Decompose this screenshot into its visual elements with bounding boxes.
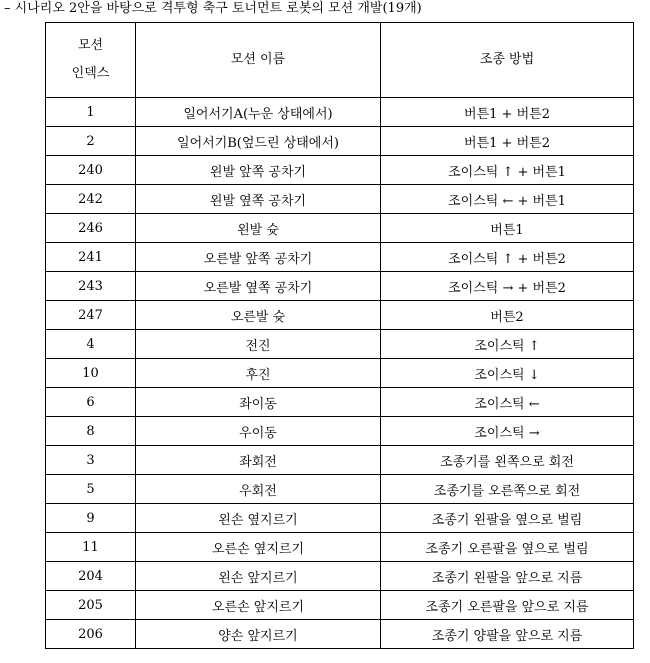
table-row: [46, 359, 634, 388]
motion-index-cell: 4: [46, 330, 136, 359]
table-row: [46, 620, 634, 649]
table-row: [46, 272, 634, 301]
motion-index-cell: 243: [46, 272, 136, 301]
section-heading: – 시나리오 2안을 바탕으로 격투형 축구 토너먼트 로봇의 모션 개발(19개): [4, 1, 422, 16]
table-row: [46, 417, 634, 446]
table-row: [46, 446, 634, 475]
motion-index-cell: 6: [46, 388, 136, 417]
table-row: [46, 185, 634, 214]
table-row: [46, 330, 634, 359]
motion-name-cell: 왼발 앞쪽 공차기: [136, 156, 381, 185]
header-row: [46, 23, 634, 98]
motion-index-cell: 247: [46, 301, 136, 330]
header-index-line2: 인덱스: [71, 66, 110, 81]
control-method-cell: 조종기를 오른쪽으로 회전: [381, 475, 634, 504]
motion-name-cell: 오른발 옆쪽 공차기: [136, 272, 381, 301]
control-method-cell: 조종기 왼팔을 옆으로 벌림: [381, 504, 634, 533]
motion-index-cell: 241: [46, 243, 136, 272]
motion-index-cell: 3: [46, 446, 136, 475]
motion-name-cell: 후진: [136, 359, 381, 388]
motion-index-cell: 11: [46, 533, 136, 562]
control-method-cell: 조종기 오른팔을 옆으로 벌림: [381, 533, 634, 562]
motion-name-cell: 우이동: [136, 417, 381, 446]
motion-name-cell: 일어서기A(누운 상태에서): [136, 98, 381, 127]
motion-index-cell: 9: [46, 504, 136, 533]
control-method-cell: 조이스틱 →: [381, 417, 634, 446]
control-method-cell: 조종기 양팔을 앞으로 지름: [381, 620, 634, 649]
table-row: [46, 591, 634, 620]
motion-index-cell: 204: [46, 562, 136, 591]
table-row: [46, 301, 634, 330]
motion-name-cell: 왼발 슛: [136, 214, 381, 243]
motion-index-cell: 242: [46, 185, 136, 214]
header-index-line1: 모션: [77, 38, 104, 53]
table-row: [46, 243, 634, 272]
control-method-cell: 조이스틱 ↑ + 버튼1: [381, 156, 634, 185]
motion-name-cell: 오른발 앞쪽 공차기: [136, 243, 381, 272]
motion-name-cell: 양손 앞지르기: [136, 620, 381, 649]
motion-index-cell: 2: [46, 127, 136, 156]
motion-name-cell: 우회전: [136, 475, 381, 504]
control-method-cell: 조이스틱 ← + 버튼1: [381, 185, 634, 214]
table-row: [46, 475, 634, 504]
control-method-cell: 버튼1 + 버튼2: [381, 98, 634, 127]
motion-index-cell: 8: [46, 417, 136, 446]
motion-index-cell: 205: [46, 591, 136, 620]
motion-index-cell: 5: [46, 475, 136, 504]
motion-name-cell: 오른손 앞지르기: [136, 591, 381, 620]
control-method-cell: 버튼1 + 버튼2: [381, 127, 634, 156]
table-row: [46, 127, 634, 156]
header-motion-index: [46, 23, 136, 98]
motion-name-cell: 좌회전: [136, 446, 381, 475]
header-motion-name: 모션 이름: [136, 23, 381, 98]
control-method-cell: 조종기를 왼쪽으로 회전: [381, 446, 634, 475]
table-row: [46, 214, 634, 243]
table-row: [46, 156, 634, 185]
motion-name-cell: 왼발 옆쪽 공차기: [136, 185, 381, 214]
table-row: [46, 98, 634, 127]
control-method-cell: 버튼2: [381, 301, 634, 330]
motion-index-cell: 240: [46, 156, 136, 185]
motion-name-cell: 오른손 옆지르기: [136, 533, 381, 562]
motion-index-cell: 246: [46, 214, 136, 243]
table-row: [46, 533, 634, 562]
table-header: [46, 23, 634, 98]
motion-index-cell: 206: [46, 620, 136, 649]
table-row: [46, 388, 634, 417]
control-method-cell: 조이스틱 ↓: [381, 359, 634, 388]
control-method-cell: 조이스틱 ←: [381, 388, 634, 417]
motion-index-cell: 10: [46, 359, 136, 388]
motion-table: [45, 22, 634, 649]
header-control-method: 조종 방법: [381, 23, 634, 98]
table-row: [46, 504, 634, 533]
control-method-cell: 조이스틱 ↑: [381, 330, 634, 359]
motion-index-cell: 1: [46, 98, 136, 127]
control-method-cell: 조종기 오른팔을 앞으로 지름: [381, 591, 634, 620]
table-body: [46, 98, 634, 649]
motion-name-cell: 좌이동: [136, 388, 381, 417]
motion-name-cell: 왼손 옆지르기: [136, 504, 381, 533]
control-method-cell: 버튼1: [381, 214, 634, 243]
motion-name-cell: 왼손 앞지르기: [136, 562, 381, 591]
motion-name-cell: 일어서기B(엎드린 상태에서): [136, 127, 381, 156]
motion-name-cell: 오른발 슛: [136, 301, 381, 330]
table-row: [46, 562, 634, 591]
control-method-cell: 조이스틱 ↑ + 버튼2: [381, 243, 634, 272]
control-method-cell: 조이스틱 → + 버튼2: [381, 272, 634, 301]
motion-name-cell: 전진: [136, 330, 381, 359]
control-method-cell: 조종기 왼팔을 앞으로 지름: [381, 562, 634, 591]
